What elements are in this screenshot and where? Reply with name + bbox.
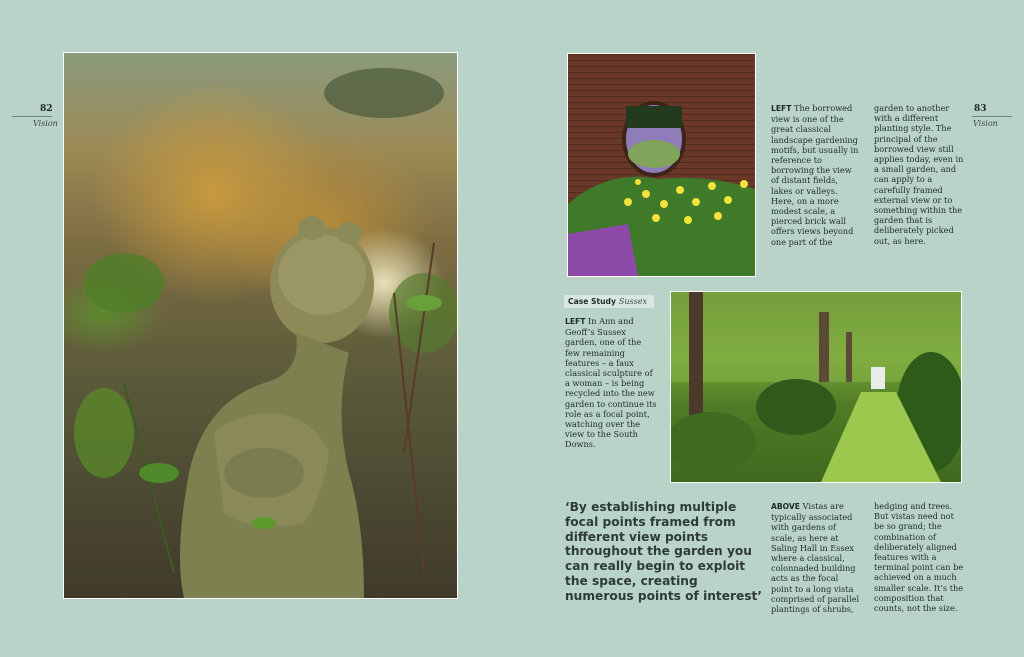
brick-wall-photo — [567, 53, 756, 277]
vista-photo — [670, 291, 962, 483]
wall-caption-col2: garden to another with a different planting style. The principal of the borrowed view still applies today, even in a small garden, and can apply to a carefully framed external view or to something within the garden that is deliberately picked out, as here. — [874, 103, 964, 246]
folio-rule-left — [12, 116, 52, 117]
pull-quote: ‘By establishing multiple focal points framed from different view points throughout the garden you can really begin to exploit the space, creating numerous points of interest’ — [565, 500, 762, 603]
wall-caption-col1 — [771, 103, 860, 247]
caption-text: Vistas are typically associated with gardens of scale, as here at Saling Hall in Essex where a classical, colonnaded building acts as the focal point to a long vista comprised of parallel plantings of shrubs, — [771, 501, 860, 615]
case-study-tag — [564, 295, 654, 308]
caption-text: In Ann and Geoff’s Sussex garden, one of the few remaining features – a faux classical sculpture of a woman – is being recycled into the new garden to continue its role as a focal point, watching over the view to the South Downs. — [565, 316, 657, 450]
vista-caption-col1 — [771, 501, 861, 614]
case-study-caption — [565, 316, 657, 450]
statue-photo — [63, 52, 458, 599]
folio-rule-right — [972, 116, 1012, 117]
caption-text: The borrowed view is one of the great classical landscape gardening motifs, but usually in reference to borrowing the view of distant fields, lakes or valleys. Here, on a more modest scale, a pierced brick wall offers views beyond one part of the — [771, 103, 859, 247]
page-number-right: 83 — [974, 104, 987, 114]
case-study-title: Case Study — [568, 297, 616, 306]
section-label-left: Vision — [33, 119, 58, 128]
case-study-location: Sussex — [618, 297, 647, 306]
section-label-right: Vision — [973, 119, 998, 128]
page-number-left: 82 — [40, 104, 53, 114]
caption-label: LEFT — [771, 104, 792, 113]
vista-caption-col2: hedging and trees. But vistas need not be so grand; the combination of deliberately aligned features with a terminal point can be achieved on a much smaller scale. It’s the composition that counts, not the size. — [874, 501, 964, 614]
caption-label: LEFT — [565, 317, 586, 326]
caption-label: ABOVE — [771, 502, 800, 511]
